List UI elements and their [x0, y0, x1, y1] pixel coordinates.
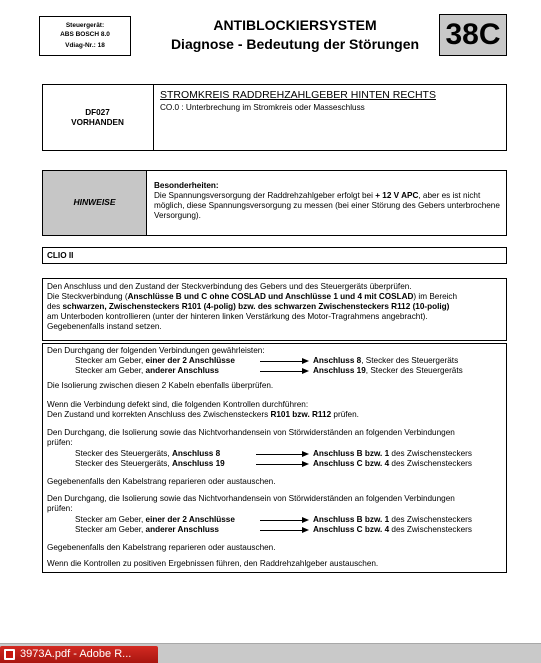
r5-right-a: Anschluss B bzw. 1 [313, 515, 390, 524]
r2-right-b: , Stecker des Steuergeräts [365, 366, 463, 375]
r2-left-b: anderer Anschluss [145, 366, 219, 375]
wiring-row-4-right [313, 459, 472, 469]
r1-right-a: Anschluss 8 [313, 356, 362, 365]
arrow-4-line [256, 464, 302, 465]
wiring-row-1-left [75, 356, 235, 366]
continuity-check-2b: prüfen: [47, 504, 73, 513]
wiring-row-4-left [75, 459, 225, 469]
continuity-check-1: Den Durchgang, die Isolierung sowie das Nichtvorhandensein von Störwiderständen an folgenden Verbindungen [47, 428, 455, 437]
r3-left-b: Anschluss 8 [171, 449, 221, 458]
arrow-6-line [260, 530, 302, 531]
taskbar [0, 643, 541, 663]
r6-left-b: anderer Anschluss [145, 525, 219, 534]
block1-l2b: Anschlüsse B und C ohne COSLAD und Anschlüsse 1 und 4 mit COSLAD [127, 292, 414, 301]
arrow-2-line [260, 371, 302, 372]
pdf-icon [4, 649, 15, 660]
r4-left-a: Stecker des Steuergeräts, [75, 459, 172, 468]
defect2b: R101 bzw. R112 [270, 410, 332, 419]
repair-line-1: Gegebenenfalls den Kabelstrang reparieren oder austauschen. [47, 477, 276, 486]
notes-divider [146, 170, 147, 236]
r2-right-a: Anschluss 19 [313, 366, 366, 375]
r6-left-a: Stecker am Geber, [75, 525, 146, 534]
fault-code: DF027 [85, 108, 110, 117]
arrow-5-line [260, 520, 302, 521]
r5-left-b: einer der 2 Anschlüsse [145, 515, 235, 524]
notes-heading: Besonderheiten: [154, 181, 219, 190]
wiring-row-5-right [313, 515, 472, 525]
defect-line-1: Wenn die Verbindung defekt sind, die folgenden Kontrollen durchführen: [47, 400, 309, 409]
r4-left-b: Anschluss 19 [171, 459, 225, 468]
model-box [42, 247, 507, 264]
r5-left-a: Stecker am Geber, [75, 515, 146, 524]
notes-voltage: + 12 V APC [375, 191, 419, 200]
ecu-label: Steuergerät: [65, 22, 105, 29]
block1-l3a: des [47, 302, 63, 311]
wiring-row-3-right [313, 449, 472, 459]
wiring-row-6-left [75, 525, 219, 535]
defect2a: Den Zustand und korrekten Anschluss des Zwischensteckers [47, 410, 271, 419]
wiring-row-1-right [313, 356, 458, 366]
block1-line4: am Unterboden kontrollieren (unter der hinteren linken Verstärkung des Motor-Tragrahmens angebracht). [47, 312, 428, 321]
r3-left-a: Stecker des Steuergeräts, [75, 449, 172, 458]
page-subtitle: Diagnose - Bedeutung der Störungen [170, 36, 420, 52]
arrow-2-icon [302, 368, 309, 374]
block1-l2a: Die Steckverbindung ( [47, 292, 128, 301]
taskbar-item-pdf[interactable] [0, 646, 158, 663]
arrow-1-icon [302, 358, 309, 364]
insulation-check: Die Isolierung zwischen diesen 2 Kabeln ebenfalls überprüfen. [47, 381, 274, 390]
r2-left-a: Stecker am Geber, [75, 366, 146, 375]
fault-divider [153, 84, 154, 151]
taskbar-item-label: 3973A.pdf - Adobe R... [20, 648, 132, 660]
wiring-row-3-left [75, 449, 220, 459]
r3-right-b: des Zwischensteckers [389, 449, 472, 458]
notes-text-a: Die Spannungsversorgung der Raddrehzahlgeber erfolgt bei [154, 191, 376, 200]
r6-right-b: des Zwischensteckers [389, 525, 472, 534]
fault-title: STROMKREIS RADDREHZAHLGEBER HINTEN RECHTS [160, 89, 436, 101]
final-instruction: Wenn die Kontrollen zu positiven Ergebnissen führen, den Raddrehzahlgeber austauschen. [47, 559, 379, 568]
arrow-5-icon [302, 517, 309, 523]
block1-l2c: ) im Bereich [413, 292, 458, 301]
block1-l3b: schwarzen, Zwischensteckers R101 (4-polig) bzw. des schwarzen Zwischensteckers R112 (10-polig) [62, 302, 450, 311]
r4-right-a: Anschluss C bzw. 4 [313, 459, 390, 468]
notes-text [154, 191, 502, 221]
model-name: CLIO II [47, 251, 74, 260]
r6-right-a: Anschluss C bzw. 4 [313, 525, 390, 534]
arrow-1-line [260, 361, 302, 362]
continuity-intro: Den Durchgang der folgenden Verbindungen gewährleisten: [47, 346, 265, 355]
arrow-4-icon [302, 461, 309, 467]
section-code: 38C [445, 18, 501, 51]
fault-status: VORHANDEN [71, 118, 124, 127]
wiring-row-6-right [313, 525, 472, 535]
page-title: ANTIBLOCKIERSYSTEM [213, 17, 377, 33]
arrow-3-line [256, 454, 302, 455]
r1-left-b: einer der 2 Anschlüsse [145, 356, 235, 365]
fault-detail: CO.0 : Unterbrechung im Stromkreis oder Masseschluss [160, 103, 365, 112]
defect2c: prüfen. [331, 410, 359, 419]
notes-text-c: , aber es ist nicht möglich, diese Spannungsversorgung zu messen (bei einer Störung des Gebers unterbrochene Versorgung). [154, 191, 500, 220]
block1-line2 [47, 292, 457, 302]
block1-line1: Den Anschluss und den Zustand der Steckverbindung des Gebers und des Steuergeräts überprüfen. [47, 282, 412, 291]
repair-line-2: Gegebenenfalls den Kabelstrang reparieren oder austauschen. [47, 543, 276, 552]
notes-label: HINWEISE [73, 197, 116, 207]
wiring-row-5-left [75, 515, 235, 525]
continuity-check-1b: prüfen: [47, 438, 73, 447]
continuity-check-2: Den Durchgang, die Isolierung sowie das Nichtvorhandensein von Störwiderständen an folgenden Verbindungen [47, 494, 455, 503]
r1-right-b: , Stecker des Steuergeräts [361, 356, 459, 365]
arrow-3-icon [302, 451, 309, 457]
wiring-row-2-right [313, 366, 463, 376]
wiring-row-2-left [75, 366, 219, 376]
arrow-6-icon [302, 527, 309, 533]
r4-right-b: des Zwischensteckers [389, 459, 472, 468]
block1-line3 [47, 302, 449, 312]
r3-right-a: Anschluss B bzw. 1 [313, 449, 390, 458]
defect-line-2 [47, 410, 359, 420]
ecu-name: ABS BOSCH 8.0 [60, 31, 110, 38]
r5-right-b: des Zwischensteckers [389, 515, 472, 524]
block1-line5: Gegebenenfalls instand setzen. [47, 322, 162, 331]
vdiag-number: Vdiag-Nr.: 18 [65, 42, 105, 49]
r1-left-a: Stecker am Geber, [75, 356, 146, 365]
